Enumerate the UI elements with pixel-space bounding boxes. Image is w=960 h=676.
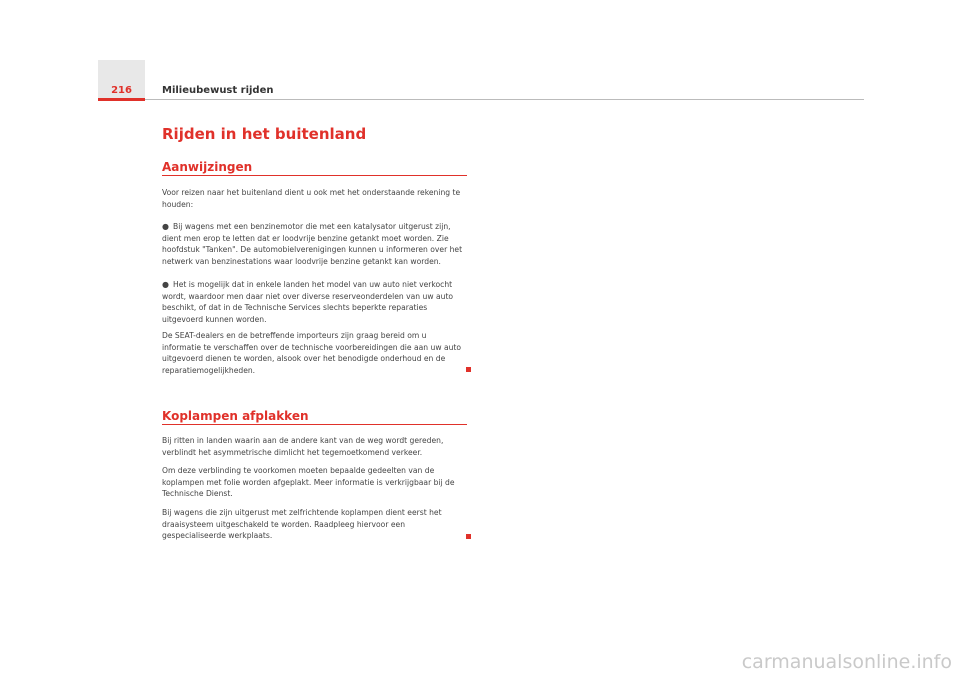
section-title-aanwijzingen: Aanwijzingen (162, 160, 253, 174)
section-title-koplampen: Koplampen afplakken (162, 409, 309, 423)
closing-paragraph: De SEAT-dealers en de betreffende importeurs zijn graag bereid om u informatie te verschaffen over de technische voorbereidingen die aan uw auto uitgevoerd dienen te worden, alsook over het benodigde onderhoud en de reparatiemogelijkheden. (162, 331, 462, 375)
header-rule (145, 99, 864, 100)
bullet-icon: ● (162, 280, 169, 289)
chapter-title: Milieubewust rijden (162, 85, 274, 96)
paragraph: Om deze verblinding te voorkomen moeten bepaalde gedeelten van de koplampen met folie worden afgeplakt. Meer informatie is verkrijgbaar bij de Technische Dienst. (162, 466, 455, 498)
page-title: Rijden in het buitenland (162, 125, 367, 143)
paragraph: Bij ritten in landen waarin aan de andere kant van de weg wordt gereden, verblindt het asymmetrische dimlicht het tegemoetkomend verkeer. (162, 436, 444, 457)
bullet-icon: ● (162, 222, 169, 231)
bullet-item (162, 221, 467, 267)
section-rule (162, 175, 467, 176)
page-number: 216 (111, 85, 132, 96)
section-end-marker (466, 367, 471, 372)
section-rule (162, 424, 467, 425)
bullet-text: Bij wagens met een benzinemotor die met een katalysator uitgerust zijn, dient men erop te letten dat er loodvrije benzine getankt moet worden. Zie hoofdstuk "Tanken". De automobielverenigingen kunnen u informeren over het netwerk van benzinestations waar loodvrije benzine getankt kan worden. (162, 222, 463, 266)
watermark: carmanualsonline.info (741, 651, 952, 673)
section-end-marker (466, 534, 471, 539)
intro-paragraph: Voor reizen naar het buitenland dient u ook met het onderstaande rekening te houden: (162, 188, 461, 209)
paragraph: Bij wagens die zijn uitgerust met zelfrichtende koplampen dient eerst het draaisysteem uitgeschakeld te worden. Raadpleeg hiervoor een gespecialiseerde werkplaats. (162, 508, 442, 540)
bullet-item (162, 279, 467, 325)
bullet-text: Het is mogelijk dat in enkele landen het model van uw auto niet verkocht wordt, waardoor men daar niet over diverse reserveonderdelen van uw auto beschikt, of dat in de Technische Services slechts beperkte reparaties uitgevoerd kunnen worden. (162, 280, 454, 324)
header-rule-accent (98, 98, 145, 101)
